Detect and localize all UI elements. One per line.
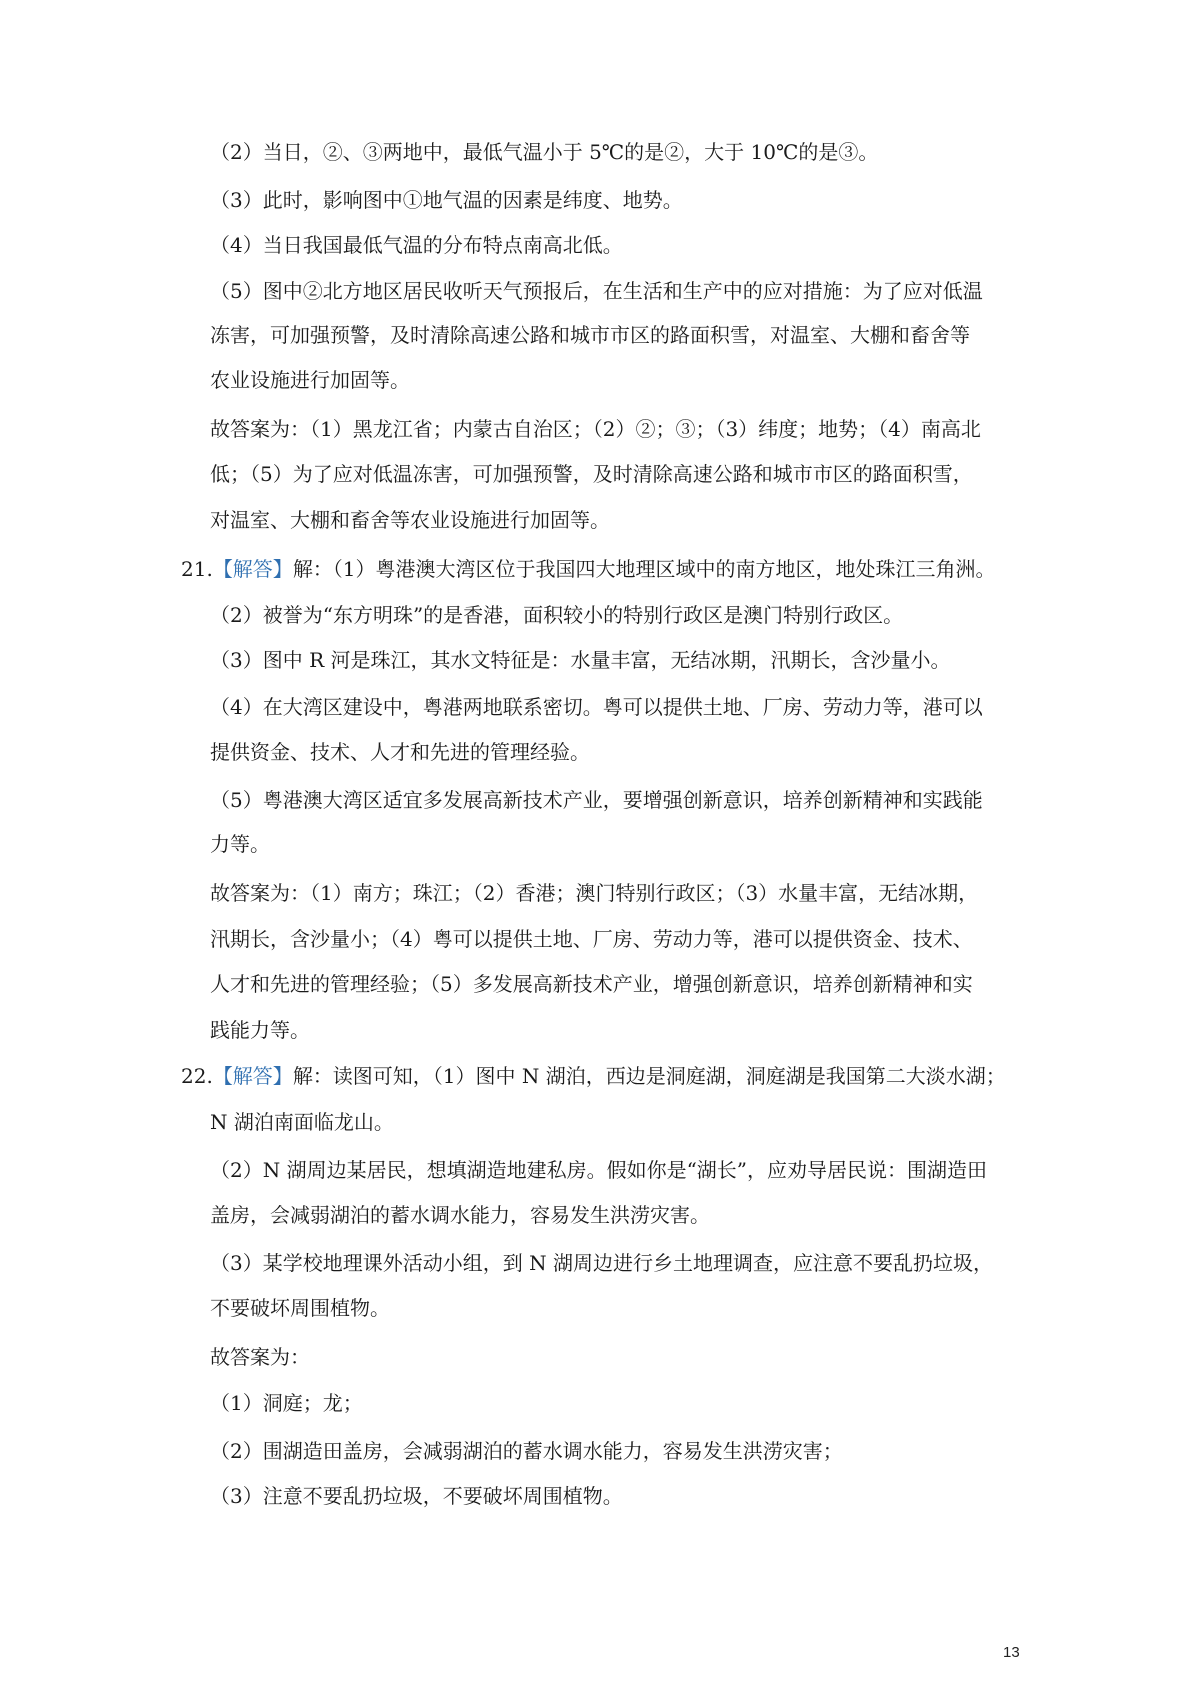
q22-answer-tag: 【解答】 <box>212 1064 293 1088</box>
q20-part3: （3）此时，影响图中①地气温的因素是纬度、地势。 <box>210 188 683 212</box>
q22-answer2: （2）围湖造田盖房，会减弱湖泊的蓄水调水能力，容易发生洪涝灾害； <box>210 1439 843 1463</box>
q21-part1: 解：（1）粤港澳大湾区位于我国四大地理区域中的南方地区，地处珠江三角洲。 <box>292 557 996 581</box>
page-number: 13 <box>1003 1644 1020 1661</box>
q21-part3: （3）图中 R 河是珠江，其水文特征是：水量丰富，无结冰期，汛期长，含沙量小。 <box>210 648 951 672</box>
q21-part4-line2: 提供资金、技术、人才和先进的管理经验。 <box>210 740 590 764</box>
q22-line1 <box>181 1062 1006 1090</box>
q22-answer3: （3）注意不要乱扔垃圾，不要破坏周围植物。 <box>210 1484 623 1508</box>
q20-answer-line3: 对温室、大棚和畜舍等农业设施进行加固等。 <box>210 508 610 532</box>
q21-part5-line1: （5）粤港澳大湾区适宜多发展高新技术产业，要增强创新意识，培养创新精神和实践能 <box>210 788 983 812</box>
q21-line1 <box>181 555 996 583</box>
q20-answer-line2: 低；（5）为了应对低温冻害，可加强预警，及时清除高速公路和城市市区的路面积雪， <box>210 462 973 486</box>
q22-part3-line2: 不要破坏周围植物。 <box>210 1296 390 1320</box>
q21-answer-line1: 故答案为：（1）南方；珠江；（2）香港；澳门特别行政区；（3）水量丰富，无结冰期， <box>210 881 979 905</box>
q22-part2-line1: （2）N 湖周边某居民，想填湖造地建私房。假如你是“湖长”，应劝导居民说：围湖造田 <box>210 1158 988 1182</box>
q22-part1-line1: 解：读图可知，（1）图中 N 湖泊，西边是洞庭湖，洞庭湖是我国第二大淡水湖； <box>292 1064 1006 1088</box>
q21-part2: （2）被誉为“东方明珠”的是香港，面积较小的特别行政区是澳门特别行政区。 <box>210 603 904 627</box>
q21-answer-tag: 【解答】 <box>212 557 293 581</box>
q22-part3-line1: （3）某学校地理课外活动小组，到 N 湖周边进行乡土地理调查，应注意不要乱扔垃圾， <box>210 1251 993 1275</box>
q22-answer1: （1）洞庭；龙； <box>210 1391 363 1415</box>
q20-part2: （2）当日，②、③两地中，最低气温小于 5℃的是②，大于 10℃的是③。 <box>210 140 879 164</box>
q22-number: 22. <box>181 1064 213 1088</box>
q20-part5-line2: 冻害，可加强预警，及时清除高速公路和城市市区的路面积雪，对温室、大棚和畜舍等 <box>210 323 970 347</box>
q21-answer-line2: 汛期长，含沙量小；（4）粤可以提供土地、厂房、劳动力等，港可以提供资金、技术、 <box>210 927 973 951</box>
q21-part4-line1: （4）在大湾区建设中，粤港两地联系密切。粤可以提供土地、厂房、劳动力等，港可以 <box>210 695 983 719</box>
q22-answer-heading: 故答案为： <box>210 1345 310 1369</box>
q21-answer-line3: 人才和先进的管理经验；（5）多发展高新技术产业，增强创新意识，培养创新精神和实 <box>210 972 973 996</box>
q21-answer-line4: 践能力等。 <box>210 1018 310 1042</box>
q20-part5-line3: 农业设施进行加固等。 <box>210 368 410 392</box>
q20-part4: （4）当日我国最低气温的分布特点南高北低。 <box>210 233 623 257</box>
q22-part1-line2: N 湖泊南面临龙山。 <box>210 1110 394 1134</box>
q21-part5-line2: 力等。 <box>210 832 270 856</box>
q22-part2-line2: 盖房，会减弱湖泊的蓄水调水能力，容易发生洪涝灾害。 <box>210 1203 710 1227</box>
q20-part5-line1: （5）图中②北方地区居民收听天气预报后，在生活和生产中的应对措施：为了应对低温 <box>210 279 983 303</box>
q20-answer-line1: 故答案为：（1）黑龙江省；内蒙古自治区；（2）②；③；（3）纬度；地势；（4）南高北 <box>210 417 981 441</box>
q21-number: 21. <box>181 557 213 581</box>
